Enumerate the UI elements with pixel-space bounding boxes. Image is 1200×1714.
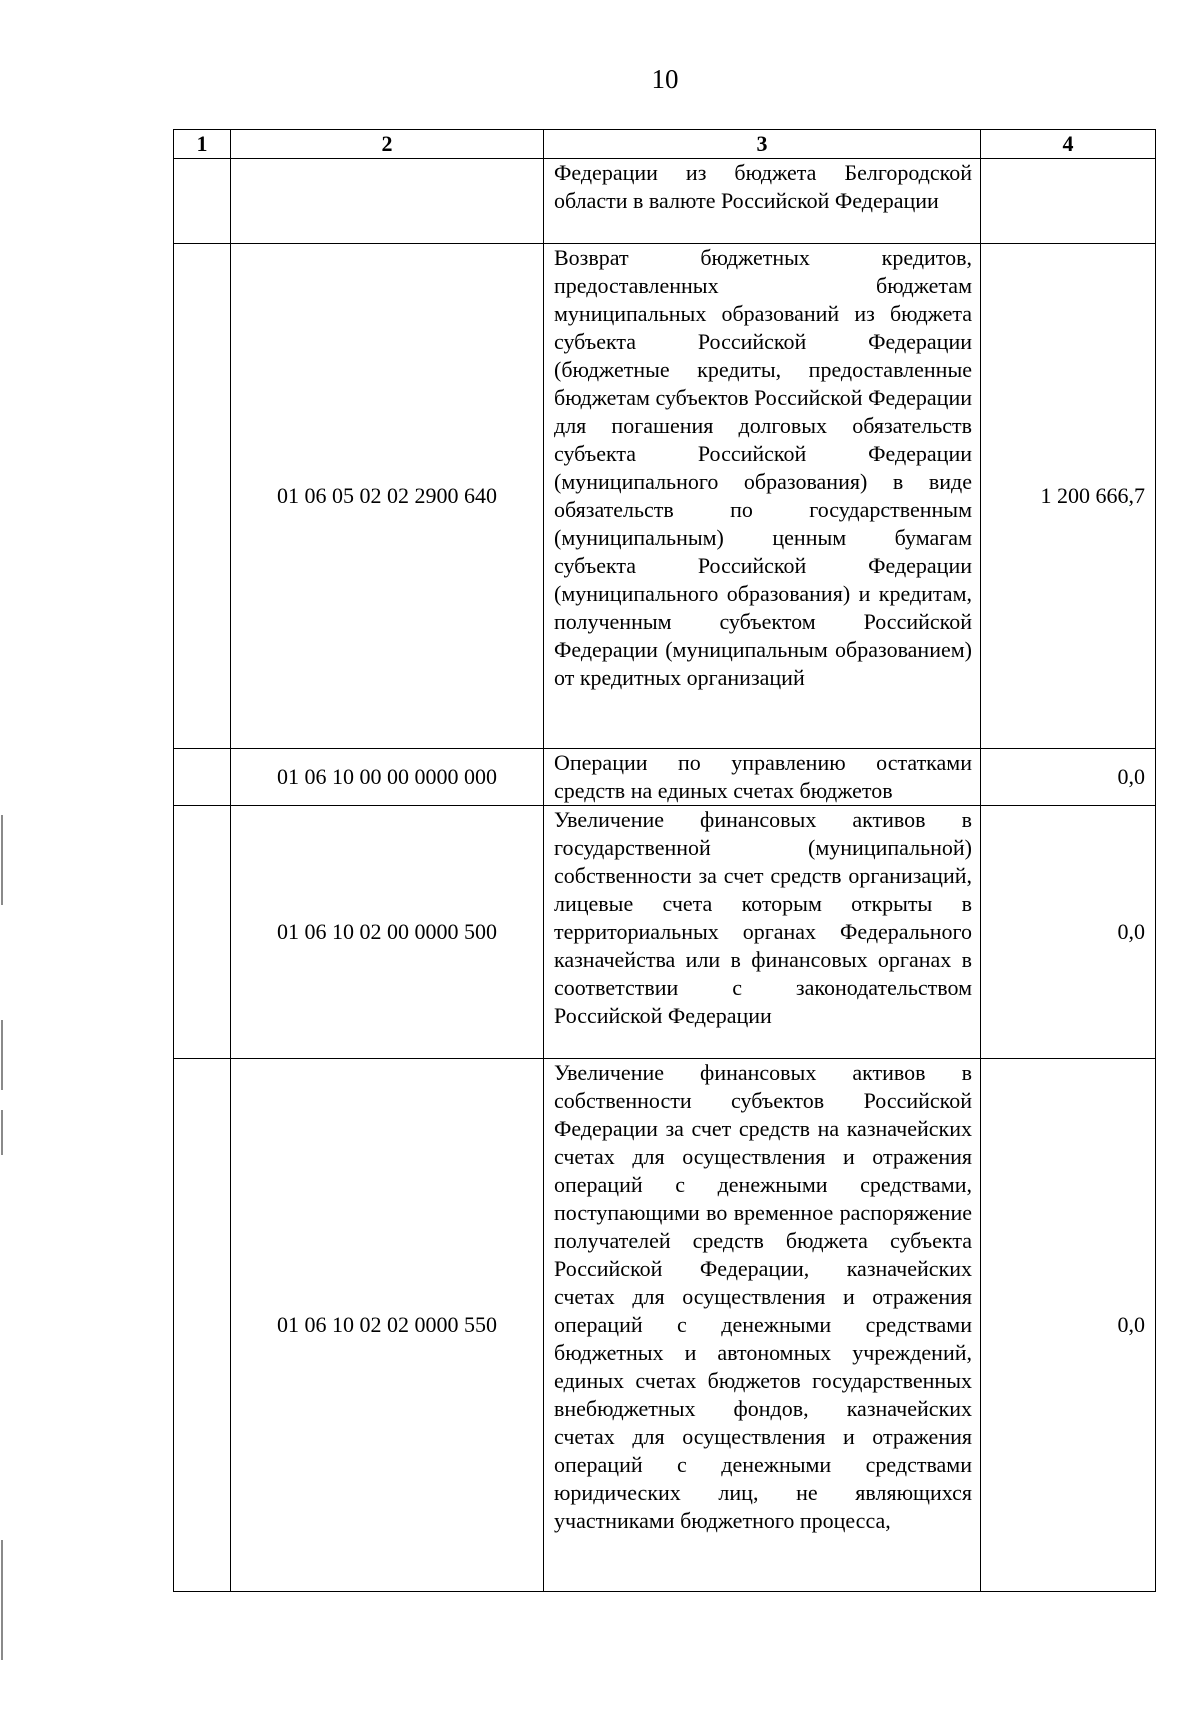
- description-cell: Федерации из бюджета Белгородской области в валюте Российской Федерации: [544, 159, 981, 244]
- table-row: [174, 749, 1156, 806]
- header-col-2: 2: [231, 130, 544, 159]
- description-cell: Возврат бюджетных кредитов, предоставленных бюджетам муниципальных образований из бюджета субъекта Российской Федерации (бюджетные кредиты, предоставленные бюджетам субъектов Российской Федерации для погашения долговых обязательств субъекта Российской Федерации (муниципального образования) в виде обязательств по государственным (муниципальным) ценным бумагам субъекта Российской Федерации (муниципального образования) и кредитам, полученным субъектом Российской Федерации (муниципальным образованием) от кредитных организаций: [544, 244, 981, 749]
- scan-margin-line: [1, 815, 3, 905]
- budget-table: [173, 129, 1156, 1592]
- code-cell: [231, 159, 544, 244]
- table-header-row: [174, 130, 1156, 159]
- description-cell: Операции по управлению остатками средств на единых счетах бюджетов: [544, 749, 981, 806]
- row-number-cell: [174, 244, 231, 749]
- row-number-cell: [174, 806, 231, 1059]
- amount-cell: 0,0: [981, 806, 1156, 1059]
- row-number-cell: [174, 749, 231, 806]
- code-cell: 01 06 10 02 00 0000 500: [231, 806, 544, 1059]
- code-cell: 01 06 05 02 02 2900 640: [231, 244, 544, 749]
- amount-cell: 1 200 666,7: [981, 244, 1156, 749]
- row-number-cell: [174, 159, 231, 244]
- row-number-cell: [174, 1059, 231, 1592]
- scan-margin-line: [1, 1110, 3, 1155]
- amount-cell: 0,0: [981, 1059, 1156, 1592]
- amount-cell: [981, 159, 1156, 244]
- description-cell: Увеличение финансовых активов в собственности субъектов Российской Федерации за счет средств на казначейских счетах для осуществления и отражения операций с денежными средствами, поступающими во временное распоряжение получателей средств бюджета субъекта Российской Федерации, казначейских счетах для осуществления и отражения операций с денежными средствами бюджетных и автономных учреждений, единых счетах бюджетов государственных внебюджетных фондов, казначейских счетах для осуществления и отражения операций с денежными средствами юридических лиц, не являющихся участниками бюджетного процесса,: [544, 1059, 981, 1592]
- code-cell: 01 06 10 02 02 0000 550: [231, 1059, 544, 1592]
- header-col-3: 3: [544, 130, 981, 159]
- code-cell: 01 06 10 00 00 0000 000: [231, 749, 544, 806]
- table-row: [174, 244, 1156, 749]
- table-row: [174, 159, 1156, 244]
- description-cell: Увеличение финансовых активов в государственной (муниципальной) собственности за счет средств организаций, лицевые счета которым открыты в территориальных органах Федерального казначейства или в финансовых органах в соответствии с законодательством Российской Федерации: [544, 806, 981, 1059]
- table-row: [174, 1059, 1156, 1592]
- header-col-1: 1: [174, 130, 231, 159]
- scan-margin-line: [1, 1540, 3, 1660]
- table-row: [174, 806, 1156, 1059]
- header-col-4: 4: [981, 130, 1156, 159]
- page-number: 10: [651, 64, 679, 94]
- scan-margin-line: [1, 1020, 3, 1090]
- amount-cell: 0,0: [981, 749, 1156, 806]
